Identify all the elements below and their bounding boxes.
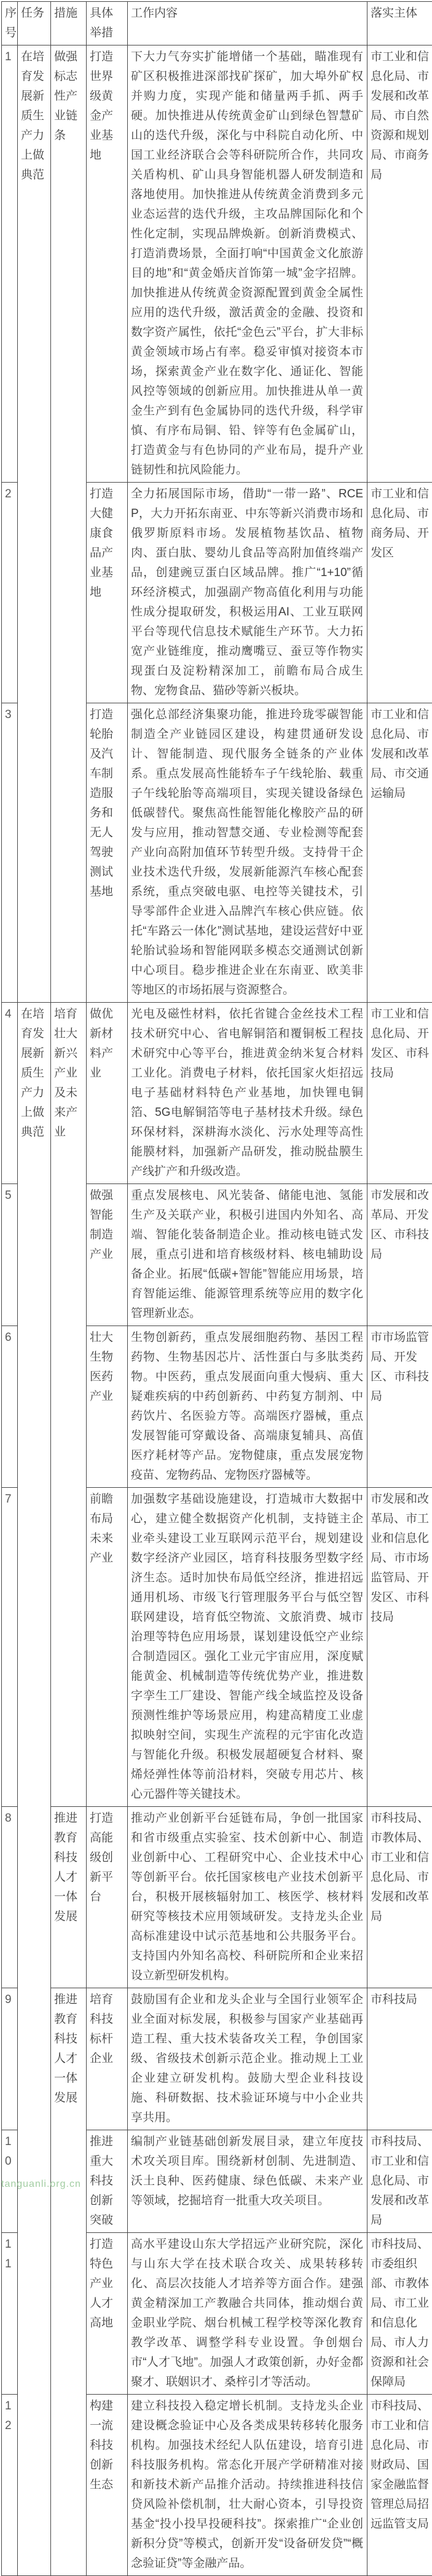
work-content-cell: 全力拓展国际市场，借助“一带一路”、RCEP，大力开拓东南亚、中东等新兴消费市场和俄罗斯原料市场。发展植物基饮品、植物肉、蛋白肽、婴幼儿食品等高附加值终端产品，创建豌豆蛋白区域品牌。推广“1+10”循环经济模式，加强副产物高值化利用与功能性成分提取研发，积极运用AI、工业互联网平台等现代信息技术赋能生产环节。大力拓宽产业链维度，推动鹰嘴豆、蚕豆等作物实现蛋白及淀粉精深加工，前瞻布局合成生物、宠物食品、猫砂等新兴板块。 (128, 483, 367, 703)
initiative-cell: 培育科技标杆企业 (87, 1988, 128, 2130)
measure-cell: 做强标志性产业链条 (51, 45, 87, 1003)
table-row (2, 1807, 432, 1988)
measure-cell: 推进教育科技人才一体发展 (51, 1807, 87, 1988)
initiative-cell: 打造轮胎及汽车制造服务和无人驾驶测试基地 (87, 703, 128, 1003)
row-number-cell: 7 (2, 1488, 18, 1807)
initiative-cell: 做强智能制造产业 (87, 1184, 128, 1326)
owner-cell: 市工业和信息化局、市发展和改革局、市自然资源和规划局、市商务局 (367, 45, 432, 483)
measure-cell: 推进教育科技人才一体发展 (51, 1988, 87, 2576)
table-row (2, 1988, 432, 2130)
owner-cell: 市工业和信息化局、市商务局、开发区 (367, 483, 432, 703)
header-work-content: 工作内容 (128, 2, 367, 45)
owner-cell: 市科技局、市工业和信息化局、市财政局、国家金融监督管理总局招远监管支局 (367, 2395, 432, 2576)
row-number-cell: 10 (2, 2130, 18, 2233)
work-content-cell: 重点发展核电、风光装备、储能电池、氢能生产及关联产业，积极引进国内外知名、高端、智能化装备制造企业。推动核电链式发展，重点引进和培育核级材料、核电辅助设备企业。拓展“低碳+智能”智能应用场景，培育智能运维、能源管理系统等应用的数字化管理新业态。 (128, 1184, 367, 1326)
owner-cell: 市工业和信息化局、开发区、市科技局 (367, 1003, 432, 1184)
table-row (2, 1003, 432, 1184)
initiative-cell: 打造大健康食品产业基地 (87, 483, 128, 703)
row-number-cell: 5 (2, 1184, 18, 1326)
row-number-cell: 6 (2, 1326, 18, 1488)
work-content-cell: 编制产业链基础创新发展目录，建立年度技术攻关项目库。围绕新材创制、先进制造、沃土良种、医药健康、绿色低碳、未来产业等领域，挖掘培育一批重大攻关项目。 (128, 2130, 367, 2233)
table-header-row (2, 2, 432, 45)
row-number-cell: 12 (2, 2395, 18, 2576)
work-content-cell: 强化总部经济集聚功能，推进玲珑零碳智能制造全产业链园区建设，构建贯通研发设计、智能制造、现代服务全链条的产业体系。重点发展高性能轿车子午线轮胎、载重子午线轮胎等高端项目，实现关键设备绿色低碳替代。聚焦高性能智能化橡胶产品的研发与应用，推动智慧交通、专业检测等配套产业向高附加值环节转型升级。支持骨干企业技术迭代升级，发展新能源汽车核心配套系统，重点突破电驱、电控等关键技术，引导零部件企业进入品牌汽车核心供应链。依托“车路云一体化”测试基地，建设运营好中亚轮胎试验场和智能网联多模态交通测试创新中心项目。稳步推进企业在东南亚、欧美非等地区的市场拓展与资源整合。 (128, 703, 367, 1003)
row-number-cell: 3 (2, 703, 18, 1003)
initiative-cell: 构建一流科技创新生态 (87, 2395, 128, 2576)
site-watermark: tanguanli.org.cn (1, 2179, 81, 2190)
initiative-cell: 做优新材料产业 (87, 1003, 128, 1184)
owner-cell: 市工业和信息化局、市发展和改革局、市交通运输局 (367, 703, 432, 1003)
row-number-cell: 4 (2, 1003, 18, 1184)
initiative-cell: 打造高能级创新平台 (87, 1807, 128, 1988)
owner-cell: 市科技局、市工业和信息化局、市发展和改革局 (367, 2130, 432, 2233)
work-content-cell: 生物创新药，重点发展细胞药物、基因工程药物、生物基因芯片、活性蛋白与多肽类药物。中医药，重点发展面向重大慢病、重大疑难疾病的中药创新药、中药复方制剂、中药饮片、名医验方等。高端医疗器械，重点发展智能可穿戴设备、高端康复辅具、高值医疗耗材等产品。宠物健康，重点发展宠物疫苗、宠物药品、宠物医疗器械等。 (128, 1326, 367, 1488)
row-number-cell: 11 (2, 2233, 18, 2395)
initiative-cell: 前瞻布局未来产业 (87, 1488, 128, 1807)
row-number-cell: 1 (2, 45, 18, 483)
owner-cell: 市发展和改革局、开发区、市科技局 (367, 1184, 432, 1326)
owner-cell: 市科技局 (367, 1988, 432, 2130)
header-measure: 措施 (51, 2, 87, 45)
table-row (2, 45, 432, 483)
task-cell: 在培育发展新质生产力上做典范 (18, 1003, 51, 2576)
header-owner: 落实主体 (367, 2, 432, 45)
header-no: 序号 (2, 2, 18, 45)
work-content-cell: 下大力气夯实扩能增储一个基础，瞄准现有矿区积极推进深部找矿探矿，加大埠外矿权并购力度，实现产能和储量两手抓、两手硬。加快推进从传统黄金矿山到绿色智慧矿山的迭代升级，深化与中科院自动化所、中国工业经济联合会等科研院所合作，共同攻关盾构机、矿山具身智能机器人研发制造和落地使用。加快推进从传统黄金消费到多元业态运营的迭代升级，主攻品牌国际化和个性化定制，实现品牌焕新。创新消费模式、打造消费场景，全面打响“中国黄金文化旅游目的地”和“黄金婚庆首饰第一城”金字招牌。加快推进从传统黄金资源配置到黄金全属性应用的迭代升级，激活黄金的金融、投资和数字资产属性，依托“金色云”平台，扩大非标黄金领域市场占有率。稳妥审慎对接资本市场，探索黄金产业在数字化、通证化、智能风控等领域的创新应用。加快推进从单一黄金生产到有色金属协同的迭代升级，科学审慎、有序布局铜、铅、锌等有色金属矿山，打造黄金与有色协同的产业布局，提升产业链韧性和抗风险能力。 (128, 45, 367, 483)
header-initiative: 具体举措 (87, 2, 128, 45)
initiative-cell: 打造特色产业人才高地 (87, 2233, 128, 2395)
work-content-cell: 高水平建设山东大学招远产业研究院，深化与山东大学在技术联合攻关、成果转移转化、高层次技能人才培养等方面合作。建强黄金精深加工产教融合共同体，推动烟台黄金职业学院、烟台机械工程学校等深化教育教学改革、调整学科专业设置。争创烟台市“人才飞地”。加强人才政策创新，办好金都聚才、联姻识才、桑梓引才等活动。 (128, 2233, 367, 2395)
owner-cell: 市市场监管局、开发区、市科技局 (367, 1326, 432, 1488)
owner-cell: 市发展和改革局、市工业和信息化局、市市场监管局、开发区、市科技局 (367, 1488, 432, 1807)
work-content-cell: 加强数字基础设施建设，打造城市大数据中心，建立健全数据资产化机制，支持链主企业牵头建设工业互联网示范平台，规划建设数字经济产业园区，培育科技服务型数字经济生态。适时加快布局低空经济，推进招远通用机场、市级飞行管理服务平台与低空智联网建设，培育低空物流、文旅消费、城市治理等特色应用场景，谋划建设低空产业综合制造园区。强化工业元宇宙应用，深度赋能黄金、机械制造等传统优势产业，推进数字孪生工厂建设、智能产线全域监控及设备预测性维护等场景应用，构建高精度工业虚拟映射空间，实现生产流程的元宇宙化改造与智能化升级。积极发展超硬复合材料、聚烯烃弹性体等前沿材料，突破专用芯片、核心元器件等关键技术。 (128, 1488, 367, 1807)
row-number-cell: 9 (2, 1988, 18, 2130)
work-content-cell: 鼓励国有企业和龙头企业与全国行业领军企业全面对标发展，积极参与国家产业基础再造工程、重大技术装备攻关工程，争创国家级、省级技术创新示范企业。推动规上工业企业建立研发机构。鼓励大型企业科技设施、科研数据、技术验证环境与中小企业共享共用。 (128, 1988, 367, 2130)
owner-cell: 市科技局、市教体局、市工业和信息化局、市发展和改革局 (367, 1807, 432, 1988)
measure-cell: 培育壮大新兴产业及未来产业 (51, 1003, 87, 1807)
work-content-cell: 光电及磁性材料，依托省键合金丝技术工程技术研究中心、省电解铜箔和覆铜板工程技术研究中心等平台，推进黄金纳米复合材料工业化。消费电子材料，依托国家火炬招远电子基础材料特色产业基地，加快锂电铜箔、5G电解铜箔等电子基材技术升级。绿色环保材料，深耕海水淡化、污水处理等高性能膜材料，加强新产品研发，推动脱盐膜生产线扩产和升级改造。 (128, 1003, 367, 1184)
initiative-cell: 壮大生物医药产业 (87, 1326, 128, 1488)
task-cell: 在培育发展新质生产力上做典范 (18, 45, 51, 1003)
initiative-cell: 打造世界级黄金产业基地 (87, 45, 128, 483)
work-content-cell: 建立科技投入稳定增长机制。支持龙头企业建设概念验证中心及各类成果转移转化服务机构。加强技术经纪人队伍建设，培育引进科技服务机构。常态化开展产学研精准对接和新技术新产品推介活动。持续推进科技信贷风险补偿机制，壮大耐心资本，引导投资基金“投小投早投硬科技”。探索推广“企业创新积分贷”等模式，创新开发“设备研发贷”“概念验证贷”等金融产品。 (128, 2395, 367, 2576)
work-content-cell: 推动产业创新平台延链布局，争创一批国家和省市级重点实验室、技术创新中心、制造业创新中心、工程研究中心、企业技术中心等创新平台。依托国家核电产业技术创新平台，积极开展核辐射加工、核医学、核材料研究等核技术应用领域研发。支持龙头企业高标准建设中试示范基地和公共服务平台。支持国内外知名高校、科研院所和企业来招设立新型研发机构。 (128, 1807, 367, 1988)
owner-cell: 市科技局、市委组织部、市教体局、市工业和信息化局、市人力资源和社会保障局 (367, 2233, 432, 2395)
row-number-cell: 2 (2, 483, 18, 703)
initiative-cell: 推进重大科技创新突破 (87, 2130, 128, 2233)
row-number-cell: 8 (2, 1807, 18, 1988)
document-page (0, 1, 432, 2197)
header-task: 任务 (18, 2, 51, 45)
